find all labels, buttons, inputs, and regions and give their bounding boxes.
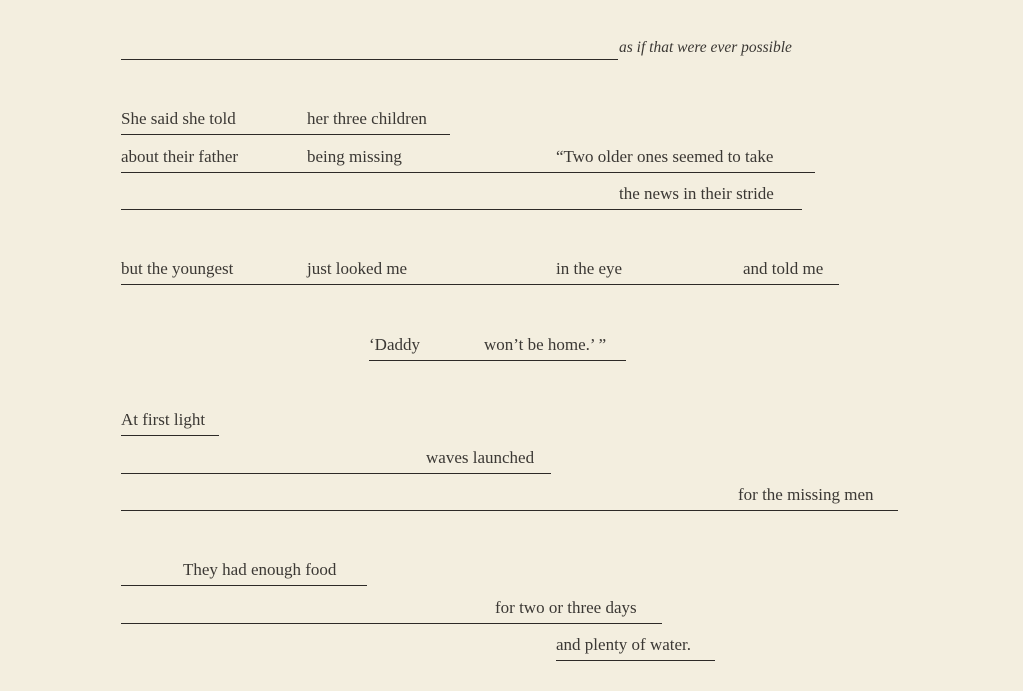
poem-text: as if that were ever possible	[619, 39, 792, 56]
poem-text: She said she told	[121, 109, 236, 128]
poem-text: in the eye	[556, 259, 623, 278]
poem-text: but the youngest	[121, 259, 234, 278]
poem-text: the news in their stride	[619, 184, 774, 203]
poem-text: won’t be home.’ ”	[484, 335, 607, 354]
poem-line-5	[121, 258, 839, 285]
poem-text: ‘Daddy	[369, 335, 420, 354]
poem-text: They had enough food	[183, 560, 337, 579]
poem-text: just looked me	[307, 259, 408, 278]
poem-text: being missing	[307, 147, 402, 166]
poem-text: about their father	[121, 147, 239, 166]
poem-text: At first light	[121, 410, 206, 429]
poem-line-11	[121, 597, 662, 624]
poem-text: for the missing men	[738, 485, 874, 504]
poem-text: and told me	[743, 259, 824, 278]
poem-line-1	[121, 33, 792, 60]
poem-text: and plenty of water.	[556, 635, 692, 654]
poem-line-6	[369, 334, 626, 361]
poem-line-4	[121, 183, 802, 210]
poem-line-7	[121, 409, 219, 436]
poem-text: “Two older ones seemed to take	[556, 147, 774, 166]
poem-text: her three children	[307, 109, 427, 128]
poem-line-9	[121, 484, 898, 511]
poem-line-2	[121, 108, 450, 135]
poem-line-3	[121, 146, 815, 173]
poem-line-10	[121, 559, 367, 586]
poem-text: for two or three days	[495, 598, 637, 617]
poem-line-8	[121, 447, 551, 474]
poem-line-12	[556, 634, 715, 661]
poem-text: waves launched	[426, 448, 535, 467]
